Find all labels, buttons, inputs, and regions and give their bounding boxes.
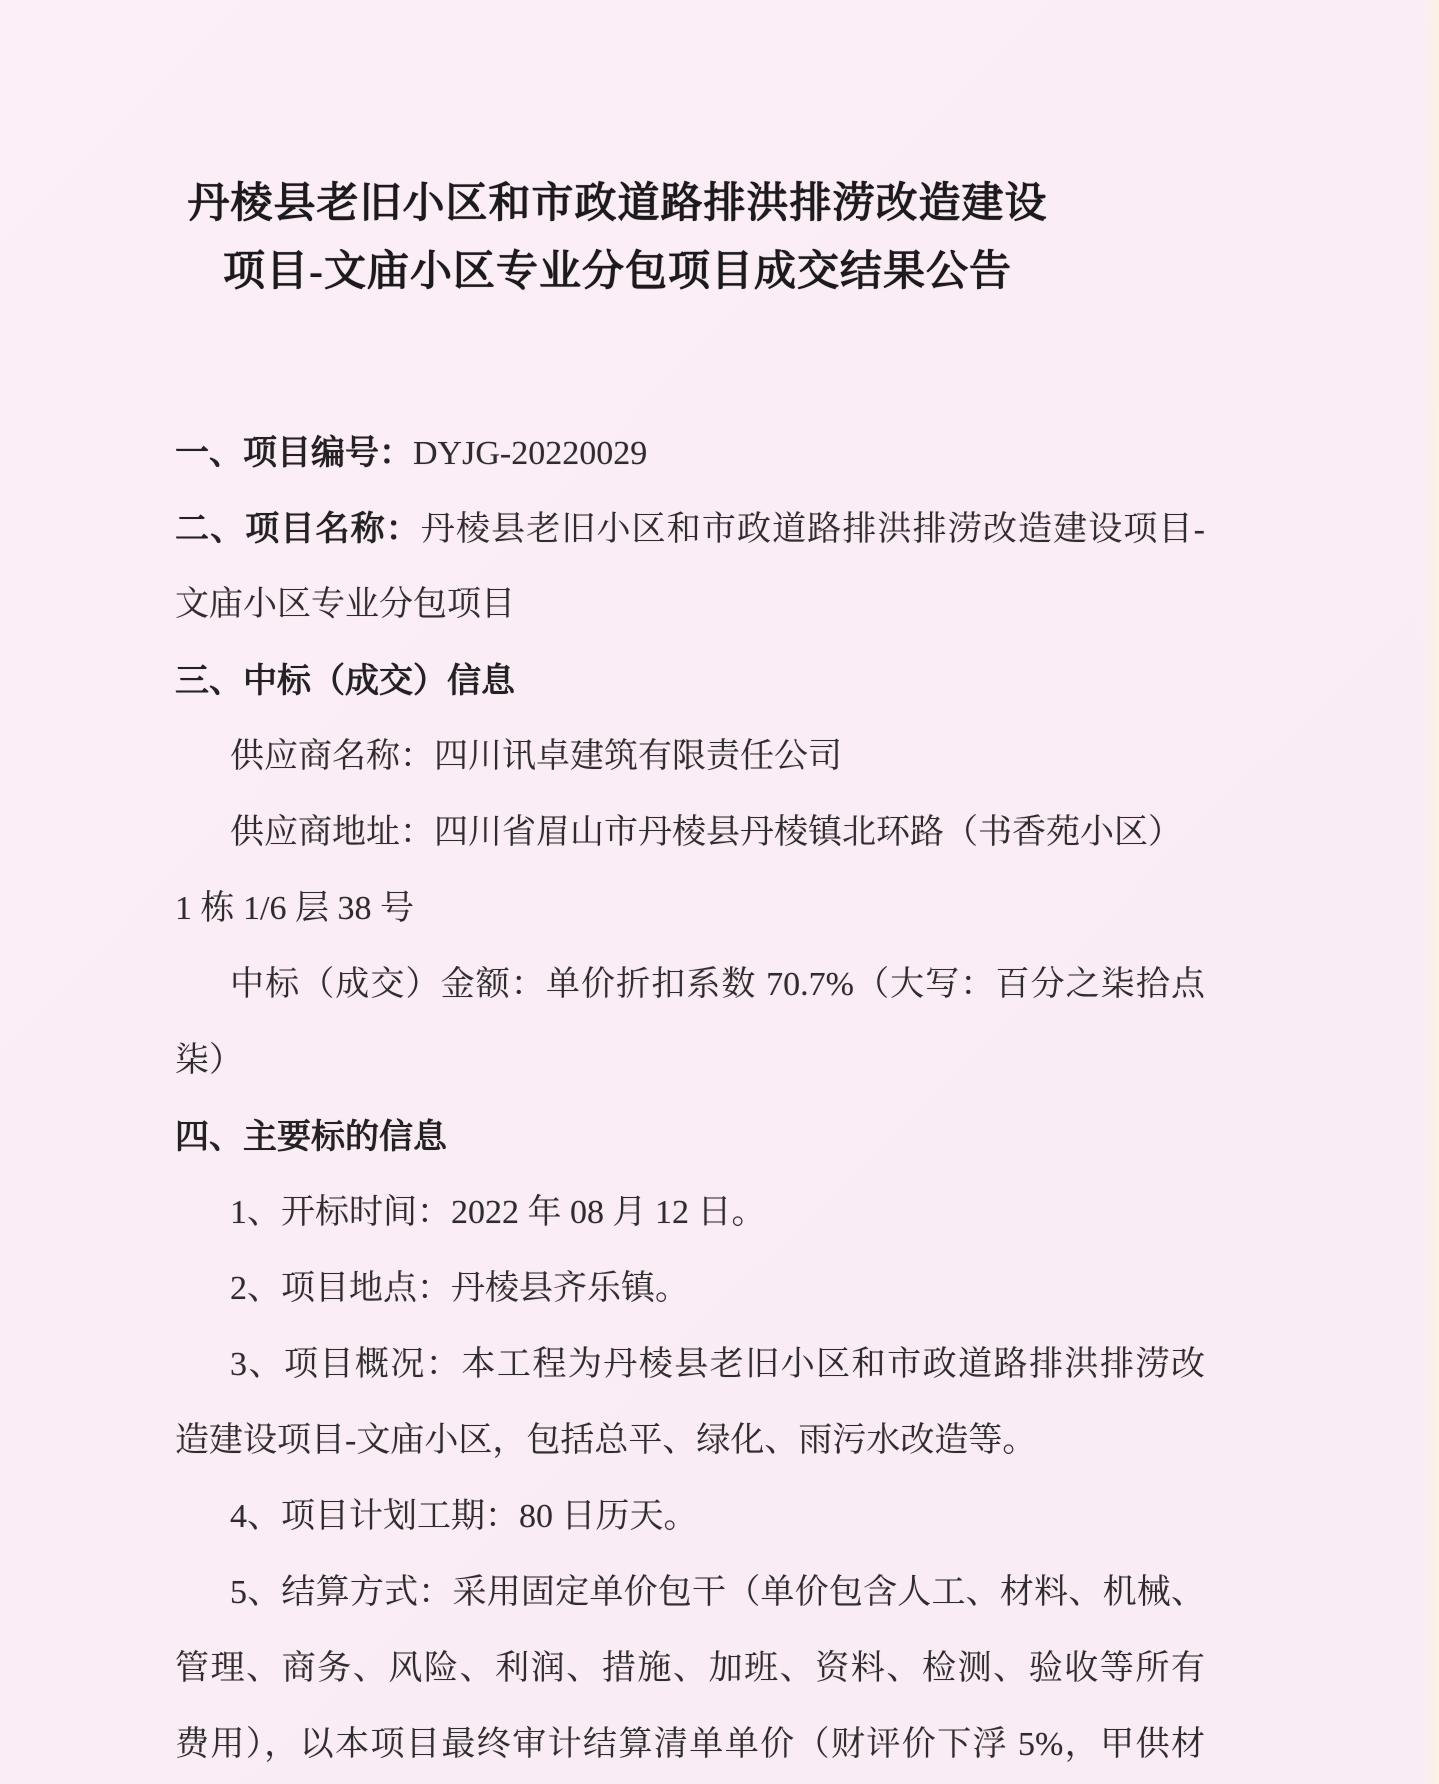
supplier-name-text: 供应商名称：四川讯卓建筑有限责任公司 <box>230 738 842 775</box>
line-supplier-address-continued <box>175 871 1205 947</box>
bid-opening-time-text: 1、开标时间：2022 年 08 月 12 日。 <box>230 1194 766 1231</box>
line-award-amount-continued <box>175 1023 1205 1099</box>
project-overview-text-continued: 造建设项目-文庙小区，包括总平、绿化、雨污水改造等。 <box>175 1422 1037 1459</box>
line-award-amount <box>175 947 1205 1023</box>
line-project-overview-continued <box>175 1403 1205 1479</box>
heading-award-info <box>175 643 1205 719</box>
line-settlement-method-continued-2 <box>175 1707 1205 1783</box>
scan-edge-artifact <box>1423 0 1439 1784</box>
line-settlement-method <box>175 1555 1205 1631</box>
project-name-label: 二、项目名称： <box>175 510 421 548</box>
line-project-name-continued <box>175 567 1205 643</box>
line-project-number <box>175 415 1205 491</box>
line-project-name <box>175 491 1205 567</box>
supplier-address-text-continued: 1 栋 1/6 层 38 号 <box>175 890 414 927</box>
project-name-value: 丹棱县老旧小区和市政道路排洪排涝改造建设项目- <box>420 511 1205 548</box>
project-name-value-continued: 文庙小区专业分包项目 <box>175 586 515 623</box>
settlement-method-text-continued-1: 管理、商务、风险、利润、措施、加班、资料、检测、验收等所有 <box>175 1650 1205 1687</box>
project-overview-text: 3、项目概况：本工程为丹棱县老旧小区和市政道路排洪排涝改 <box>230 1346 1205 1383</box>
line-project-location <box>175 1251 1205 1327</box>
line-project-duration <box>175 1479 1205 1555</box>
line-supplier-address <box>175 795 1205 871</box>
line-project-overview <box>175 1327 1205 1403</box>
doc-title-line-1: 丹棱县老旧小区和市政道路排洪排涝改造建设 <box>187 181 1048 227</box>
project-number-value: DYJG-20220029 <box>413 435 648 472</box>
doc-title-line-2: 项目-文庙小区专业分包项目成交结果公告 <box>223 249 1012 295</box>
settlement-method-text-continued-2: 费用），以本项目最终审计结算清单单价（财评价下浮 5%，甲供材 <box>175 1726 1205 1763</box>
project-number-label: 一、项目编号： <box>175 434 413 472</box>
award-info-heading-label: 三、中标（成交）信息 <box>175 662 515 700</box>
settlement-method-text: 5、结算方式：采用固定单价包干（单价包含人工、材料、机械、 <box>230 1574 1205 1611</box>
line-bid-opening-time <box>175 1175 1205 1251</box>
supplier-address-text: 供应商地址：四川省眉山市丹棱县丹棱镇北环路（书香苑小区） <box>230 814 1182 851</box>
line-settlement-method-continued-1 <box>175 1631 1205 1707</box>
project-location-text: 2、项目地点：丹棱县齐乐镇。 <box>230 1270 689 1307</box>
main-bid-info-heading-label: 四、主要标的信息 <box>175 1118 447 1156</box>
heading-main-bid-info <box>175 1099 1205 1175</box>
award-amount-text: 中标（成交）金额：单价折扣系数 70.7%（大写：百分之柒拾点 <box>230 966 1205 1003</box>
award-amount-text-continued: 柒） <box>175 1042 243 1079</box>
line-supplier-name <box>175 719 1205 795</box>
doc-title <box>175 0 1060 306</box>
doc-body <box>175 415 1205 1783</box>
project-duration-text: 4、项目计划工期：80 日历天。 <box>230 1498 698 1535</box>
